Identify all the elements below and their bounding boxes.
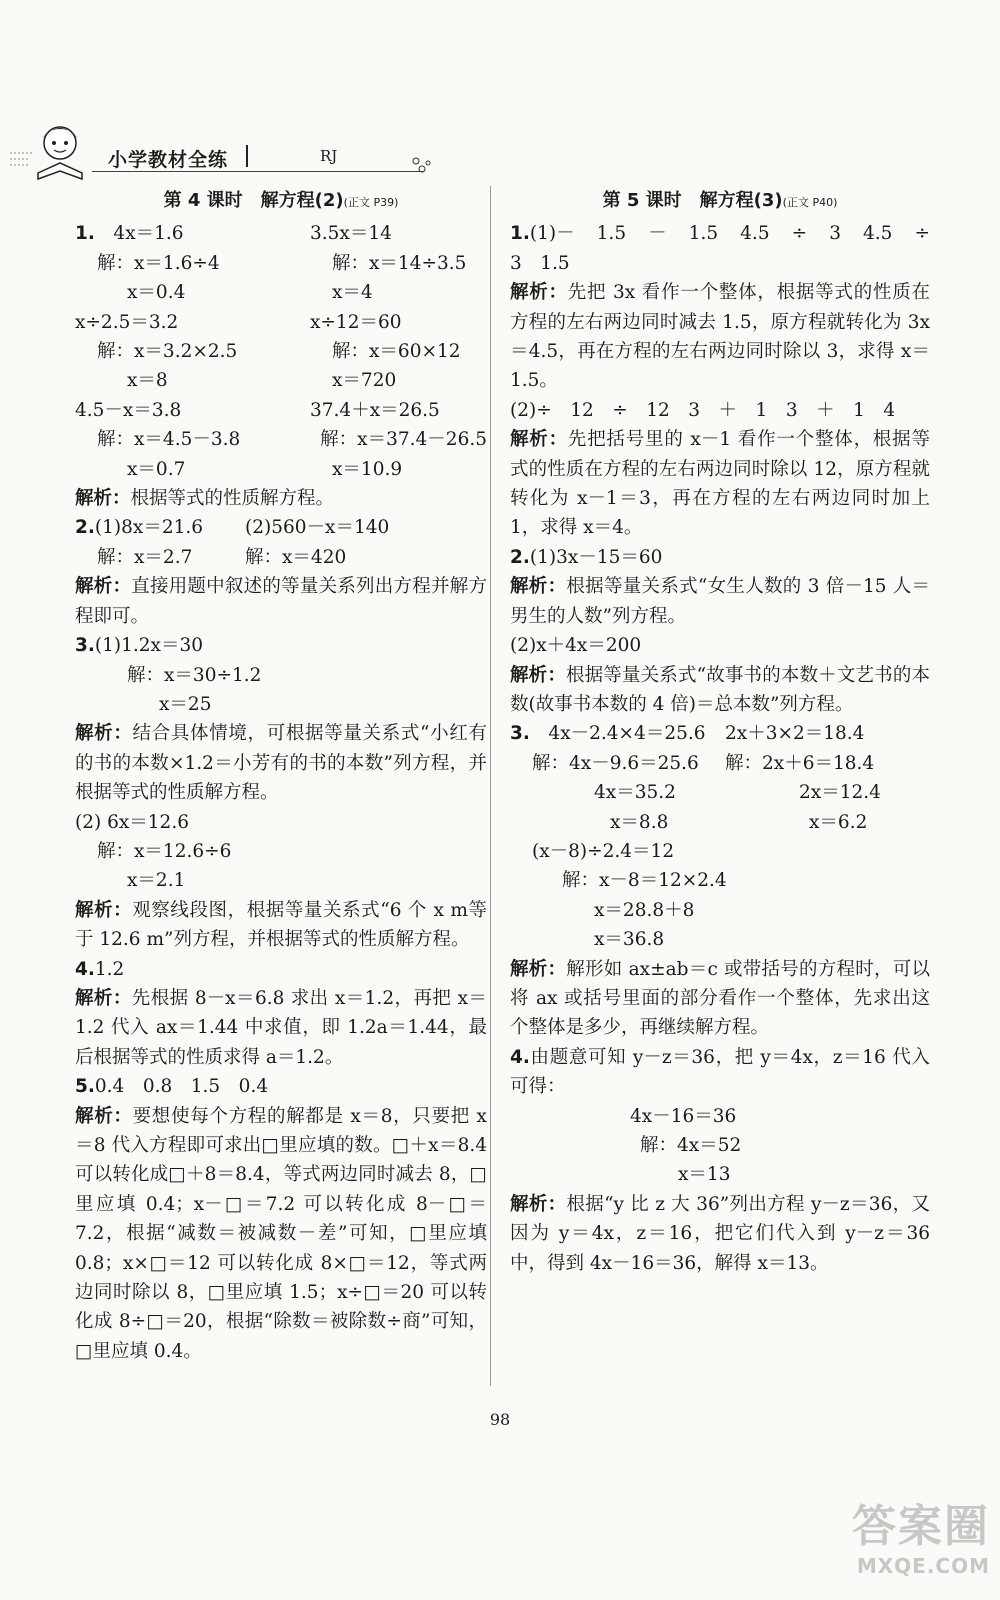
question-1: 1.(1)－ 1.5 － 1.5 4.5 ÷ 3 4.5 ÷ 3 1.5 解析：先把 3x 看作一个整体，根据等式的性质在方程的左右两边同时减去 1.5，原方程就转化为 3x＝4.5，再在方程的左右两边同时除以 3，求得 x＝1.5。 (2)÷ 12 ÷ 12 3 ＋ 1 3 ＋ 1 4 解析：先把括号里的 x－1 看作一个整体，根据等式的性质在方程的左右两边同时除以 12，原方程就转化为 x－1＝3，再在方程的左右两边同时加上 1，求得 x＝4。 bbox=[510, 223, 949, 539]
question-4: 4.1.2 解析：先根据 8－x＝6.8 求出 x＝1.2，再把 x＝1.2 代入 ax＝1.44 中求值，即 1.2a＝1.44，最后根据等式的性质求得 a＝1.2。 bbox=[75, 958, 487, 1068]
right-column bbox=[510, 186, 949, 1278]
page-header bbox=[0, 95, 1000, 185]
question-3: 3. 4x－2.4×4＝25.6 2x＋3×2＝18.4 解：4x－9.6＝25.6 解：2x＋6＝18.4 4x＝35.2 2x＝12.4 x＝8.8 x＝6.2 (x－8)÷2.4＝12 解：x－8＝12×2.4 x＝28.8＋8 x＝36.8 解析：解形如 ax±ab＝c 或带括号的方程时，可以将 ax 或括号里面的部分看作一个整体，先求出这个整体是多少，再继续解方程。 bbox=[510, 723, 930, 1039]
question-2: 2.(1)8x＝21.6 (2)560－x＝140 解：x＝2.7 解：x＝420 解析：直接用题中叙述的等量关系列出方程并解方程即可。 bbox=[75, 517, 487, 627]
header-rule bbox=[92, 171, 424, 172]
header-ornament-icon bbox=[410, 153, 434, 177]
edition-label: RJ bbox=[320, 147, 338, 165]
watermark-logo bbox=[852, 1490, 990, 1578]
title-separator bbox=[246, 145, 248, 167]
watermark-title: 答案圈 bbox=[852, 1501, 990, 1552]
page-number: 98 bbox=[489, 1410, 511, 1429]
question-2: 2.(1)3x－15＝60 解析：根据等量关系式“女生人数的 3 倍－15 人＝男生的人数”列方程。 (2)x＋4x＝200 解析：根据等量关系式“故事书的本数＋文艺书的本数(故事书本数的 4 倍)＝总本数”列方程。 bbox=[510, 546, 930, 715]
question-3: 3.(1)1.2x＝30 解：x＝30÷1.2 x＝25 解析：结合具体情境，可根据等量关系式“小红有的书的本数×1.2＝小芳有的书的本数”列方程，并根据等式的性质解方程。 (2) 6x＝12.6 解：x＝12.6÷6 x＝2.1 解析：观察线段图，根据等量关系式“6 个 x m等于 12.6 m”列方程，并根据等式的性质解方程。 bbox=[75, 635, 487, 951]
section-title-lesson-5: 第 5 课时 解方程(3)(正文 P40) bbox=[602, 190, 838, 211]
mascot-reading-icon bbox=[8, 113, 108, 183]
question-1: 1. 4x＝1.6 3.5x＝14 解：x＝1.6÷4 解：x＝14÷3.5 x＝0.4 x＝4 x÷2.5＝3.2 x÷12＝60 解：x＝3.2×2.5 解：x＝60×12 x＝8 x＝720 4.5－x＝3.8 37.4＋x＝26.5 解：x＝4.5－3.8 解：x＝37.4－26.5 x＝0.7 x＝10.9 解析：根据等式的性质解方程。 bbox=[75, 223, 487, 510]
question-4: 4.由题意可知 y－z＝36，把 y＝4x，z＝16 代入可得： 4x－16＝36 解：4x＝52 x＝13 解析：根据“y 比 z 大 36”列出方程 y－z＝36，又因为 y＝4x，z＝16，把它们代入到 y－z＝36 中，得到 4x－16＝36，解得 x＝13。 bbox=[510, 1046, 930, 1274]
column-divider bbox=[490, 186, 491, 1386]
left-column bbox=[75, 186, 487, 1366]
question-5: 5.0.4 0.8 1.5 0.4 解析：要想使每个方程的解都是 x＝8，只要把 x＝8 代入方程即可求出□里应填的数。□＋x＝8.4 可以转化成□＋8＝8.4，等式两边同时减去 8，□里应填 0.4；x－□＝7.2 可以转化成 8－□＝7.2，根据“减数＝被减数－差”可知，□里应填 0.8；x×□＝12 可以转化成 8×□＝12，等式两边同时除以 8，□里应填 1.5；x÷□＝20 可以转化成 8÷□＝20，根据“除数＝被除数÷商”可知，□里应填 0.4。 bbox=[75, 1076, 487, 1362]
section-title-lesson-4: 第 4 课时 解方程(2)(正文 P39) bbox=[163, 190, 399, 211]
watermark-url: MXQE.COM bbox=[856, 1554, 990, 1578]
book-title: 小学教材全练 bbox=[108, 149, 229, 171]
